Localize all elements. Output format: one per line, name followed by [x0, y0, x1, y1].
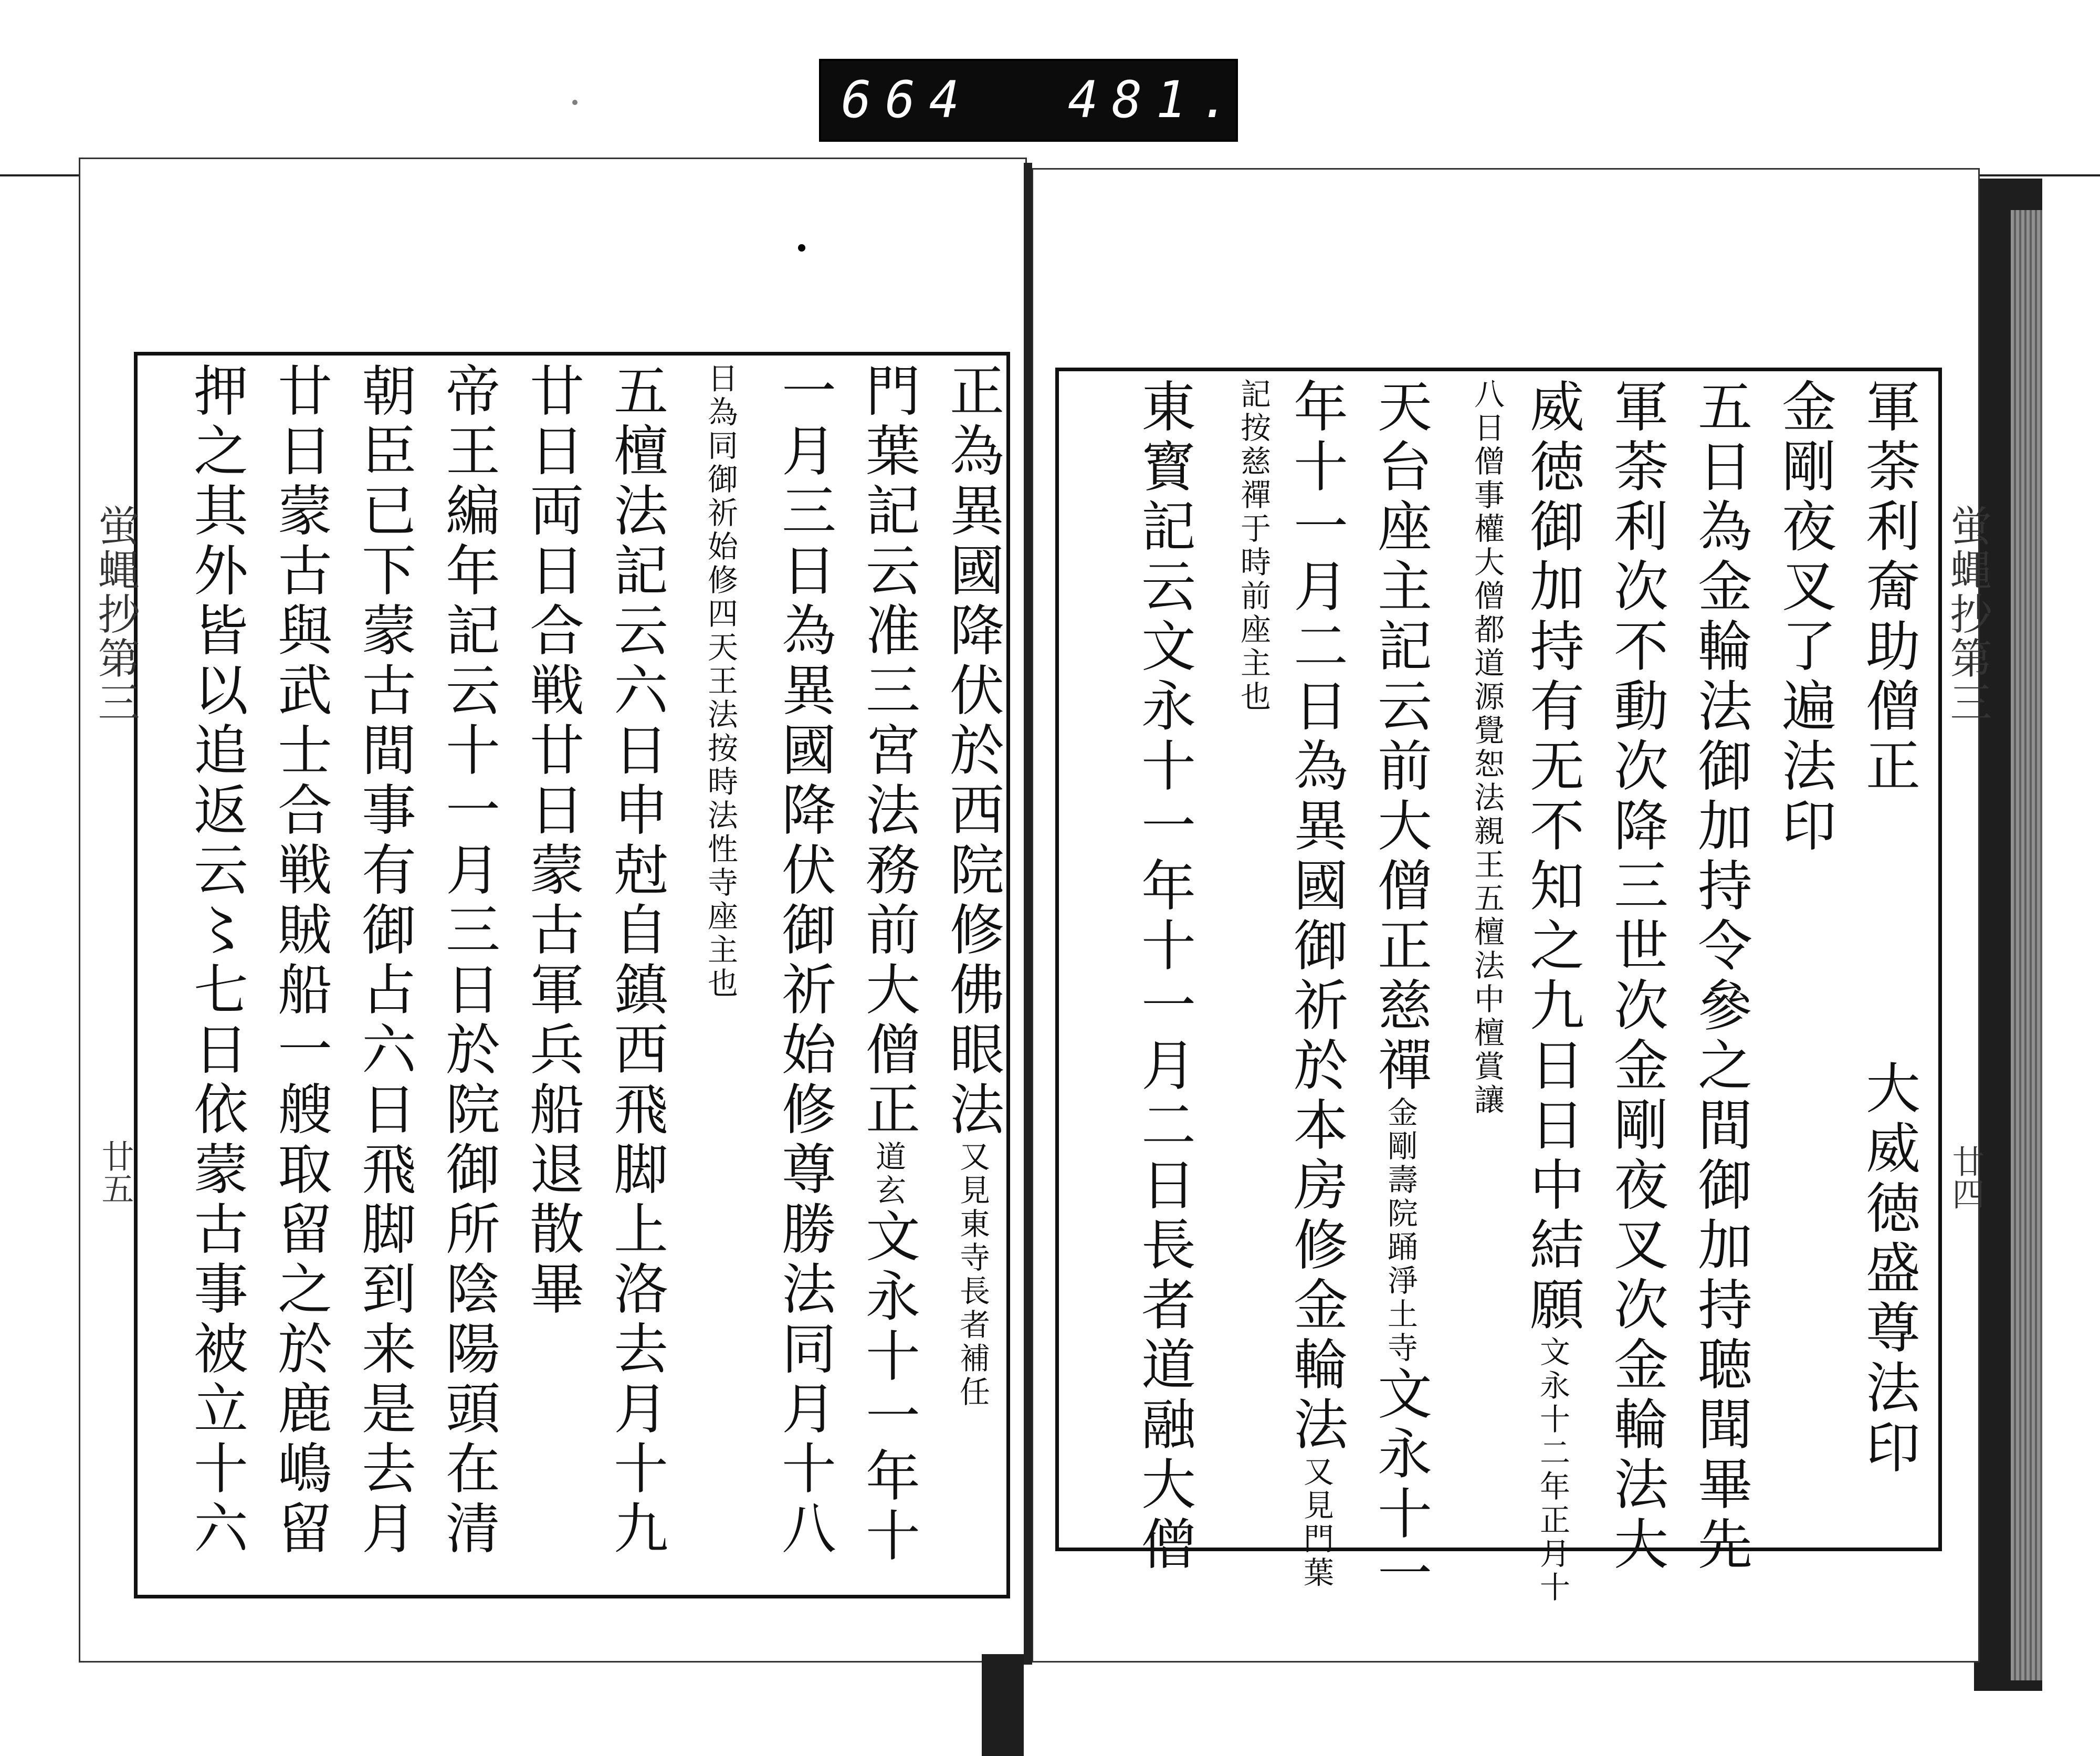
column-note: 道玄	[870, 1141, 906, 1208]
column-text: 軍荼利次不動次降三世次金剛夜叉次金輪法大	[1604, 378, 1668, 1575]
left-column-5	[604, 362, 668, 1560]
column-text: 五日為金輪法御加持令參之間御加持聴聞畢先	[1688, 378, 1752, 1575]
right-column-8	[1284, 378, 1348, 1590]
left-column-7	[436, 362, 500, 1560]
right-column-5	[1520, 378, 1584, 1605]
binding-shadow	[982, 1654, 1024, 1756]
paper-speck	[798, 244, 805, 252]
column-note: 日為同御祈始修四天王法	[702, 362, 738, 732]
right-page-text	[1068, 378, 1920, 1605]
left-column-1	[940, 362, 1004, 1409]
right-column-4	[1604, 378, 1668, 1575]
column-text: 金剛夜叉了遍法印	[1772, 378, 1836, 857]
column-text: 軍荼利奝助僧正	[1856, 378, 1920, 797]
left-column-10	[184, 362, 248, 1560]
right-column-1	[1856, 378, 1920, 1479]
left-column-2	[856, 362, 920, 1567]
right-column-6	[1460, 378, 1514, 1117]
left-folio: 廿五	[96, 1140, 134, 1205]
column-text: 廿日両日合戦廿日蒙古軍兵船退散畢	[520, 362, 584, 1320]
right-column-9	[1226, 378, 1280, 714]
column-text: 帝王編年記云十一月三日於院御所陰陽頭在清	[436, 362, 500, 1560]
column-text: 門葉記云准三宮法務前大僧正	[856, 362, 920, 1141]
column-text: 正為異國降伏於西院修佛眼法	[940, 362, 1004, 1141]
column-text-tail: 大威徳盛尊法印	[1856, 1060, 1920, 1479]
column-note: 金剛壽院踊淨土寺	[1382, 1096, 1418, 1365]
column-text: 朝臣已下蒙古間事有御占六日飛脚到来是去月	[352, 362, 416, 1560]
column-note: 文永十二年正月十	[1535, 1336, 1570, 1605]
left-column-4	[693, 362, 748, 1001]
left-margin-title: 蛍蝿抄第三	[91, 504, 140, 725]
column-note: 又見門葉	[1298, 1456, 1334, 1590]
right-column-3	[1688, 378, 1752, 1575]
call-number-right: 481.	[1068, 70, 1244, 129]
column-text: 天台座主記云前大僧正慈禪	[1368, 378, 1432, 1096]
book-gutter	[1024, 163, 1032, 1665]
paper-speck	[572, 100, 578, 105]
table-edge-right	[1974, 174, 2100, 176]
column-text-tail: 文永十一	[1368, 1365, 1432, 1605]
right-column-10	[1132, 378, 1196, 1575]
column-note-2: 按時法性寺座主也	[702, 732, 738, 1001]
column-text: 押之其外皆以追返云〻七日依蒙古事被立十六	[184, 362, 248, 1560]
book-edge-pages	[2011, 210, 2042, 1680]
column-text: 威徳御加持有无不知之九日日中結願	[1520, 378, 1584, 1336]
column-text: 廿日蒙古與武士合戦賊船一艘取留之於鹿嶋留	[268, 362, 332, 1560]
column-text-tail: 文永十一年十	[856, 1208, 920, 1567]
left-column-3	[772, 362, 836, 1560]
right-margin-title: 蛍蝿抄第三	[1943, 504, 1992, 725]
column-text: 五檀法記云六日申尅自鎮西飛脚上洛去月十九	[604, 362, 668, 1560]
call-number-label	[819, 59, 1244, 142]
right-folio: 廿四	[1947, 1145, 1985, 1210]
left-column-8	[352, 362, 416, 1560]
column-note: 記按慈禪于時前座主也	[1235, 378, 1271, 714]
left-column-9	[268, 362, 332, 1560]
column-text: 一月三日為異國降伏御祈始修尊勝法同月十八	[772, 362, 836, 1560]
column-text: 東寳記云文永十一年十一月二日長者道融大僧	[1132, 378, 1196, 1575]
column-note: 又見東寺長者補任	[954, 1141, 990, 1409]
right-column-7	[1368, 378, 1432, 1605]
right-column-2	[1772, 378, 1836, 857]
column-note: 八日僧事權大僧都道源覺恕法親王五檀法中檀賞讓	[1469, 378, 1505, 1117]
left-column-6	[520, 362, 584, 1320]
column-text: 年十一月二日為異國御祈於本房修金輪法	[1284, 378, 1348, 1456]
call-number-left: 664	[841, 70, 973, 129]
left-page-text	[147, 362, 1004, 1581]
